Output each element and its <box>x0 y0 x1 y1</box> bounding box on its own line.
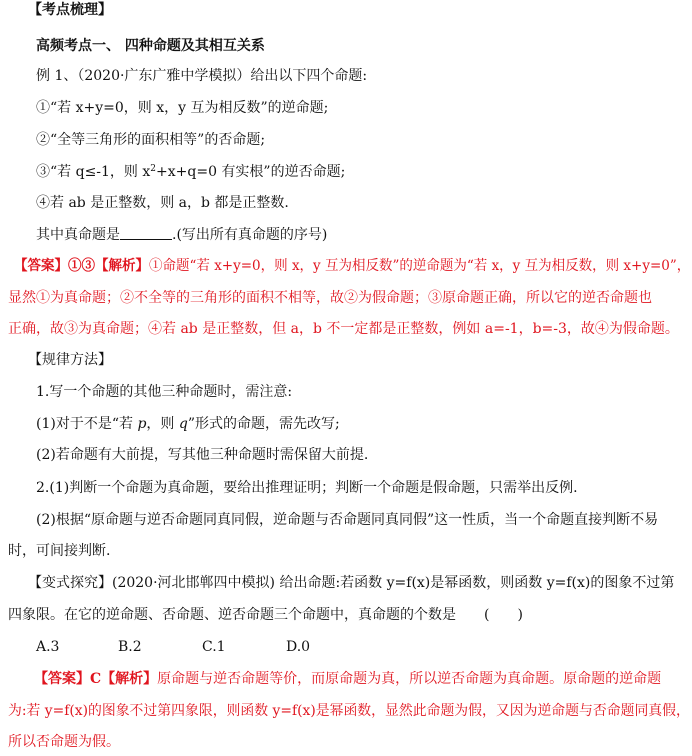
answer-blank <box>120 226 172 240</box>
answer-2-line-3: 所以否命题为假。 <box>8 734 120 750</box>
question <box>36 226 327 244</box>
choice-d: D.0 <box>286 639 311 655</box>
proposition-3 <box>36 163 345 181</box>
answer-2-line-1 <box>34 670 661 688</box>
example-intro: 例 1、（2020·广东广雅中学模拟）给出以下四个命题: <box>36 68 368 84</box>
answer-tag: 【答案】 <box>14 258 69 274</box>
proposition-3-text-b: +x+q=0 有实根”的逆否命题; <box>156 164 346 180</box>
answer-2-tag: 【答案】 <box>34 671 90 687</box>
answer-1-line-1 <box>14 257 690 275</box>
method-line-2-q: q <box>178 416 188 432</box>
analysis-tag: 【解析】 <box>95 258 150 274</box>
answer-2-value: C <box>90 671 102 687</box>
proposition-3-text-a: ③“若 q≤-1，则 x <box>36 164 151 180</box>
proposition-3-exponent: 2 <box>150 164 157 174</box>
answer-1-line-2: 显然①为真命题；②不全等的三角形的面积不相等，故②为假命题；③原命题正确，所以它的逆否命题也 <box>8 290 652 306</box>
choice-b: B.2 <box>118 639 142 655</box>
question-text-a: 其中真命题是 <box>36 227 120 243</box>
proposition-4: ④若 ab 是正整数，则 a，b 都是正整数. <box>36 195 289 211</box>
method-line-1: 1.写一个命题的其他三种命题时，需注意: <box>36 384 293 400</box>
method-line-2-p: p <box>137 416 147 432</box>
answer-1-text-1: ①命题“若 x+y=0，则 x，y 互为相反数”的逆命题为“若 x，y 互为相反数，则 x+y=0”， <box>149 258 691 274</box>
proposition-2: ②“全等三角形的面积相等”的否命题; <box>36 132 266 148</box>
method-line-2-c: ”形式的命题，需先改写; <box>187 416 340 432</box>
variant-line-2: 四象限。在它的逆命题、否命题、逆否命题三个命题中，真命题的个数是 ( ) <box>8 607 523 623</box>
method-line-5: (2)根据“原命题与逆否命题同真同假，逆命题与否命题同真同假”这一性质，当一个命题直接判断不易 <box>36 512 659 528</box>
method-line-6: 时，可间接判断. <box>8 543 111 559</box>
answer-2-text-1: 原命题与逆否命题等价，而原命题为真，所以逆否命题为真命题。原命题的逆命题 <box>157 671 662 687</box>
answer-1-line-3: 正确，故③为真命题；④若 ab 是正整数，但 a，b 不一定都是正整数，例如 a=-1，b=-3，故④为假命题。 <box>8 321 679 337</box>
variant-line-1: 【变式探究】(2020·河北邯郸四中模拟) 给出命题:若函数 y=f(x)是幂函数，则函数 y=f(x)的图象不过第 <box>28 575 675 591</box>
method-line-4: 2.(1)判断一个命题为真命题，要给出推理证明；判断一个命题是假命题，只需举出反例. <box>36 480 578 496</box>
answer-2-line-2: 为:若 y=f(x)的图象不过第四象限，则函数 y=f(x)是幂函数，显然此命题为假，又因为逆命题与否命题同真假， <box>8 703 690 719</box>
question-text-b: .(写出所有真命题的序号) <box>172 227 328 243</box>
section-title: 【考点梳理】 <box>28 2 112 18</box>
method-line-3: (2)若命题有大前提，写其他三种命题时需保留大前提. <box>36 447 369 463</box>
choice-c: C.1 <box>202 639 226 655</box>
proposition-1: ①“若 x+y=0，则 x，y 互为相反数”的逆命题; <box>36 100 329 116</box>
method-title: 【规律方法】 <box>28 352 112 368</box>
method-line-2-b: ，则 <box>146 416 179 432</box>
method-line-2 <box>36 415 340 433</box>
method-line-2-a: (1)对于不是“若 <box>36 416 138 432</box>
answer-value: ①③ <box>68 258 96 274</box>
topic-title: 高频考点一、 四种命题及其相互关系 <box>36 38 265 54</box>
choice-a: A.3 <box>36 639 60 655</box>
analysis-2-tag: 【解析】 <box>101 671 158 687</box>
